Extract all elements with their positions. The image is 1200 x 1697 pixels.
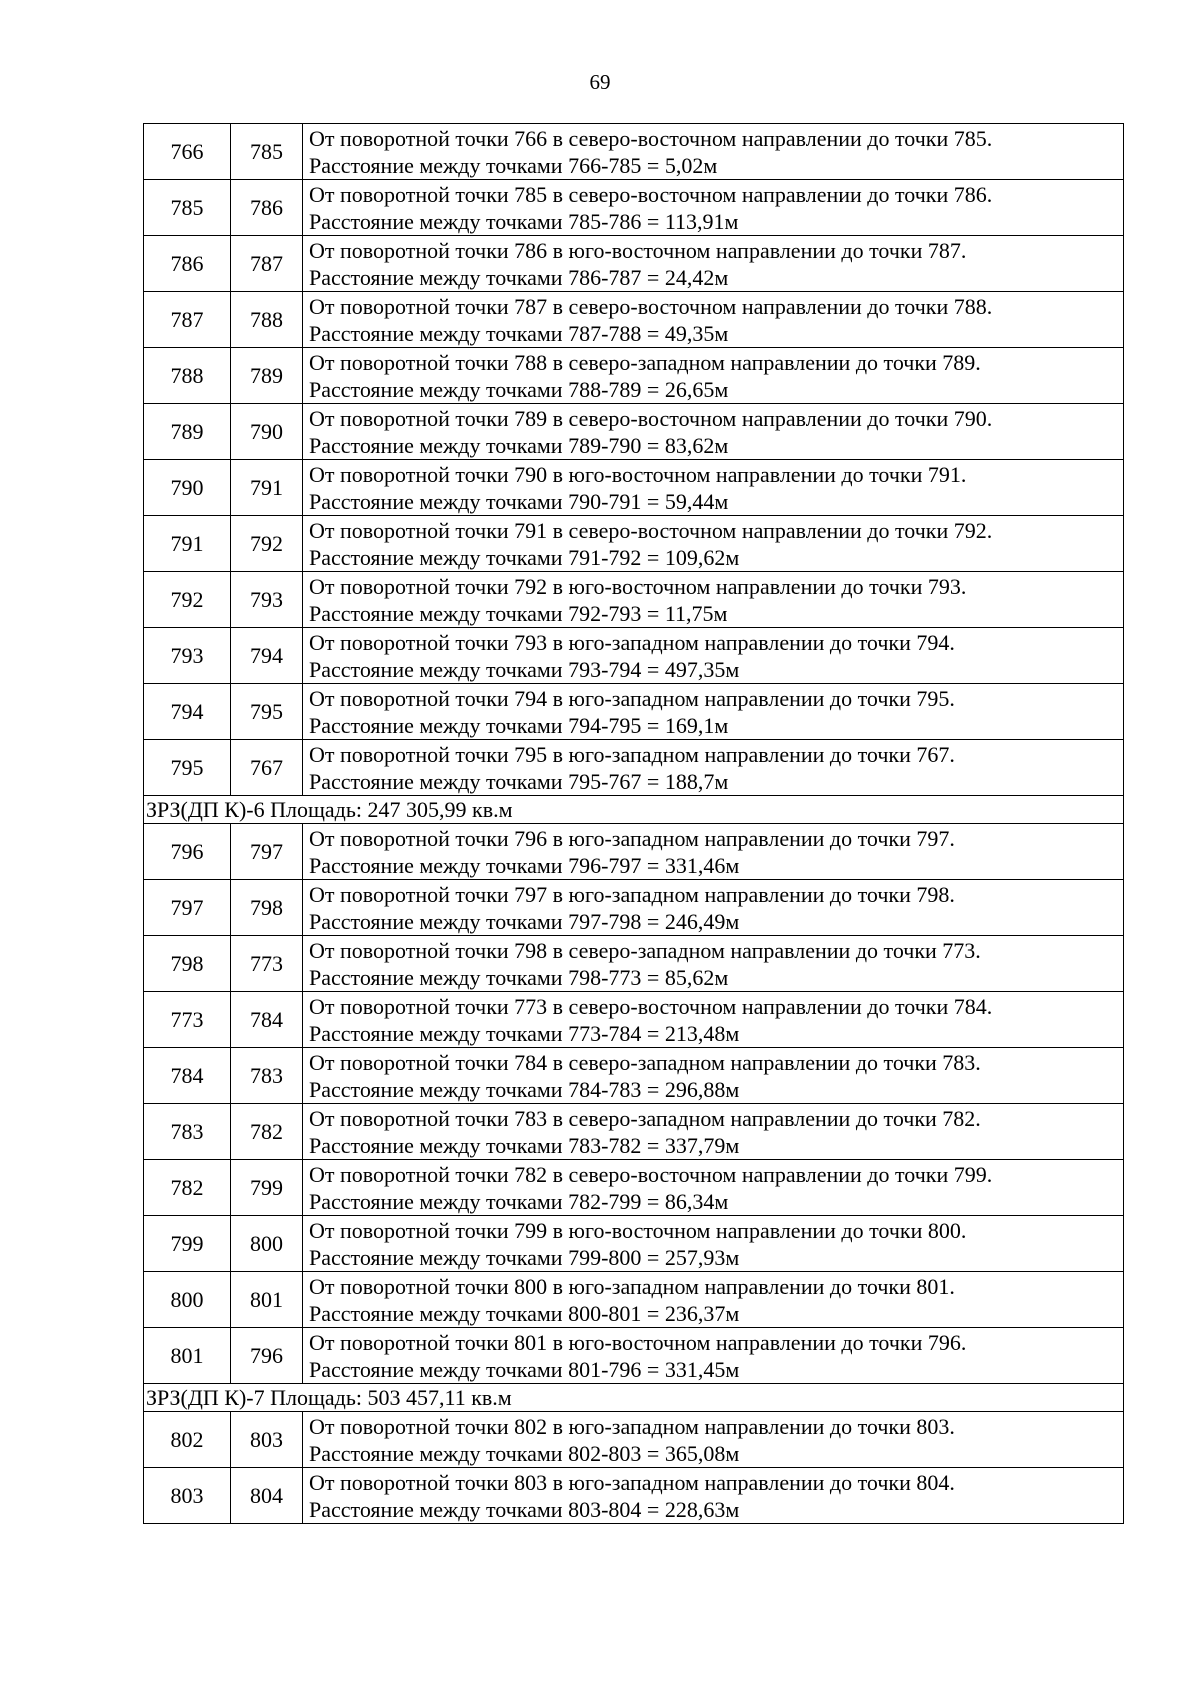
table-row	[144, 880, 1124, 936]
direction-text: От поворотной точки 766 в северо-восточном направлении до точки 785.	[309, 125, 993, 151]
point-from: 791	[144, 516, 231, 572]
direction-text: От поворотной точки 802 в юго-западном направлении до точки 803.	[309, 1413, 955, 1439]
direction-text: От поворотной точки 787 в северо-восточном направлении до точки 788.	[309, 293, 993, 319]
point-to: 789	[231, 348, 303, 404]
point-to: 795	[231, 684, 303, 740]
point-to: 793	[231, 572, 303, 628]
table-row	[144, 684, 1124, 740]
segment-description	[303, 880, 1124, 936]
table-row	[144, 1328, 1124, 1384]
segment-description	[303, 1468, 1124, 1524]
direction-text: От поворотной точки 773 в северо-восточном направлении до точки 784.	[309, 993, 993, 1019]
point-from: 783	[144, 1104, 231, 1160]
segment-description	[303, 516, 1124, 572]
direction-text: От поворотной точки 796 в юго-западном направлении до точки 797.	[309, 825, 955, 851]
direction-text: От поворотной точки 784 в северо-западном направлении до точки 783.	[309, 1049, 981, 1075]
table-row	[144, 124, 1124, 180]
distance-text: Расстояние между точками 783-782 = 337,79м	[309, 1132, 740, 1158]
direction-text: От поворотной точки 790 в юго-восточном направлении до точки 791.	[309, 461, 967, 487]
segment-description	[303, 628, 1124, 684]
point-from: 786	[144, 236, 231, 292]
table-row	[144, 236, 1124, 292]
point-from: 788	[144, 348, 231, 404]
distance-text: Расстояние между точками 782-799 = 86,34м	[309, 1188, 729, 1214]
table-row	[144, 1468, 1124, 1524]
point-from: 794	[144, 684, 231, 740]
distance-text: Расстояние между точками 785-786 = 113,91м	[309, 208, 739, 234]
distance-text: Расстояние между точками 800-801 = 236,37м	[309, 1300, 740, 1326]
distance-text: Расстояние между точками 766-785 = 5,02м	[309, 152, 718, 178]
direction-text: От поворотной точки 798 в северо-западном направлении до точки 773.	[309, 937, 981, 963]
direction-text: От поворотной точки 785 в северо-восточном направлении до точки 786.	[309, 181, 993, 207]
point-to: 783	[231, 1048, 303, 1104]
segment-description	[303, 404, 1124, 460]
direction-text: От поворотной точки 792 в юго-восточном направлении до точки 793.	[309, 573, 967, 599]
table-row	[144, 1272, 1124, 1328]
table-row	[144, 1412, 1124, 1468]
direction-text: От поворотной точки 783 в северо-западном направлении до точки 782.	[309, 1105, 981, 1131]
distance-text: Расстояние между точками 788-789 = 26,65м	[309, 376, 729, 402]
segment-description	[303, 180, 1124, 236]
table-row	[144, 628, 1124, 684]
point-to: 786	[231, 180, 303, 236]
direction-text: От поворотной точки 791 в северо-восточном направлении до точки 792.	[309, 517, 993, 543]
point-to: 798	[231, 880, 303, 936]
point-to: 800	[231, 1216, 303, 1272]
direction-text: От поворотной точки 795 в юго-западном направлении до точки 767.	[309, 741, 955, 767]
distance-text: Расстояние между точками 773-784 = 213,48м	[309, 1020, 740, 1046]
distance-text: Расстояние между точками 793-794 = 497,35м	[309, 656, 740, 682]
boundary-table	[143, 123, 1124, 1524]
segment-description	[303, 684, 1124, 740]
segment-description	[303, 460, 1124, 516]
distance-text: Расстояние между точками 796-797 = 331,46м	[309, 852, 740, 878]
table-row	[144, 348, 1124, 404]
table-row	[144, 180, 1124, 236]
boundary-table-body	[144, 124, 1124, 1524]
point-to: 767	[231, 740, 303, 796]
point-to: 796	[231, 1328, 303, 1384]
distance-text: Расстояние между точками 791-792 = 109,62м	[309, 544, 740, 570]
table-row	[144, 292, 1124, 348]
segment-description	[303, 1272, 1124, 1328]
segment-description	[303, 1216, 1124, 1272]
segment-description	[303, 824, 1124, 880]
point-to: 803	[231, 1412, 303, 1468]
zone-header-row	[144, 1384, 1124, 1412]
distance-text: Расстояние между точками 786-787 = 24,42м	[309, 264, 729, 290]
direction-text: От поворотной точки 786 в юго-восточном направлении до точки 787.	[309, 237, 967, 263]
table-row	[144, 740, 1124, 796]
segment-description	[303, 1104, 1124, 1160]
zone-header-row	[144, 796, 1124, 824]
point-to: 804	[231, 1468, 303, 1524]
direction-text: От поворотной точки 789 в северо-восточном направлении до точки 790.	[309, 405, 993, 431]
point-to: 799	[231, 1160, 303, 1216]
segment-description	[303, 348, 1124, 404]
segment-description	[303, 1412, 1124, 1468]
distance-text: Расстояние между точками 802-803 = 365,08м	[309, 1440, 740, 1466]
point-from: 785	[144, 180, 231, 236]
direction-text: От поворотной точки 793 в юго-западном направлении до точки 794.	[309, 629, 955, 655]
segment-description	[303, 936, 1124, 992]
distance-text: Расстояние между точками 801-796 = 331,45м	[309, 1356, 740, 1382]
distance-text: Расстояние между точками 792-793 = 11,75м	[309, 600, 728, 626]
point-from: 796	[144, 824, 231, 880]
table-row	[144, 572, 1124, 628]
point-from: 782	[144, 1160, 231, 1216]
direction-text: От поворотной точки 797 в юго-западном направлении до точки 798.	[309, 881, 955, 907]
point-from: 793	[144, 628, 231, 684]
table-row	[144, 1160, 1124, 1216]
point-to: 797	[231, 824, 303, 880]
point-from: 787	[144, 292, 231, 348]
distance-text: Расстояние между точками 795-767 = 188,7м	[309, 768, 729, 794]
point-to: 773	[231, 936, 303, 992]
segment-description	[303, 740, 1124, 796]
table-row	[144, 1104, 1124, 1160]
direction-text: От поворотной точки 794 в юго-западном направлении до точки 795.	[309, 685, 955, 711]
point-from: 801	[144, 1328, 231, 1384]
segment-description	[303, 124, 1124, 180]
point-to: 794	[231, 628, 303, 684]
segment-description	[303, 572, 1124, 628]
distance-text: Расстояние между точками 803-804 = 228,63м	[309, 1496, 740, 1522]
point-to: 785	[231, 124, 303, 180]
point-from: 792	[144, 572, 231, 628]
table-row	[144, 516, 1124, 572]
direction-text: От поворотной точки 803 в юго-западном направлении до точки 804.	[309, 1469, 955, 1495]
table-row	[144, 824, 1124, 880]
point-from: 800	[144, 1272, 231, 1328]
point-from: 802	[144, 1412, 231, 1468]
point-to: 782	[231, 1104, 303, 1160]
distance-text: Расстояние между точками 790-791 = 59,44м	[309, 488, 729, 514]
distance-text: Расстояние между точками 789-790 = 83,62м	[309, 432, 729, 458]
point-to: 801	[231, 1272, 303, 1328]
point-to: 790	[231, 404, 303, 460]
distance-text: Расстояние между точками 784-783 = 296,88м	[309, 1076, 740, 1102]
segment-description	[303, 992, 1124, 1048]
table-row	[144, 936, 1124, 992]
segment-description	[303, 1328, 1124, 1384]
point-from: 784	[144, 1048, 231, 1104]
segment-description	[303, 292, 1124, 348]
direction-text: От поворотной точки 782 в северо-восточном направлении до точки 799.	[309, 1161, 993, 1187]
point-to: 792	[231, 516, 303, 572]
segment-description	[303, 1048, 1124, 1104]
table-row	[144, 1048, 1124, 1104]
table-row	[144, 460, 1124, 516]
point-from: 798	[144, 936, 231, 992]
point-to: 784	[231, 992, 303, 1048]
table-row	[144, 992, 1124, 1048]
direction-text: От поворотной точки 799 в юго-восточном направлении до точки 800.	[309, 1217, 967, 1243]
direction-text: От поворотной точки 800 в юго-западном направлении до точки 801.	[309, 1273, 955, 1299]
point-from: 803	[144, 1468, 231, 1524]
distance-text: Расстояние между точками 799-800 = 257,93м	[309, 1244, 740, 1270]
point-to: 791	[231, 460, 303, 516]
direction-text: От поворотной точки 801 в юго-восточном направлении до точки 796.	[309, 1329, 967, 1355]
table-row	[144, 404, 1124, 460]
zone-title: ЗРЗ(ДП К)-7 Площадь: 503 457,11 кв.м	[144, 1384, 1124, 1412]
distance-text: Расстояние между точками 798-773 = 85,62м	[309, 964, 729, 990]
point-from: 797	[144, 880, 231, 936]
point-from: 795	[144, 740, 231, 796]
point-from: 790	[144, 460, 231, 516]
zone-title: ЗРЗ(ДП К)-6 Площадь: 247 305,99 кв.м	[144, 796, 1124, 824]
point-from: 789	[144, 404, 231, 460]
distance-text: Расстояние между точками 787-788 = 49,35м	[309, 320, 729, 346]
distance-text: Расстояние между точками 794-795 = 169,1м	[309, 712, 729, 738]
table-row	[144, 1216, 1124, 1272]
point-to: 787	[231, 236, 303, 292]
point-from: 773	[144, 992, 231, 1048]
point-to: 788	[231, 292, 303, 348]
distance-text: Расстояние между точками 797-798 = 246,49м	[309, 908, 740, 934]
segment-description	[303, 1160, 1124, 1216]
point-from: 766	[144, 124, 231, 180]
page-number: 69	[589, 70, 611, 94]
segment-description	[303, 236, 1124, 292]
direction-text: От поворотной точки 788 в северо-западном направлении до точки 789.	[309, 349, 981, 375]
point-from: 799	[144, 1216, 231, 1272]
